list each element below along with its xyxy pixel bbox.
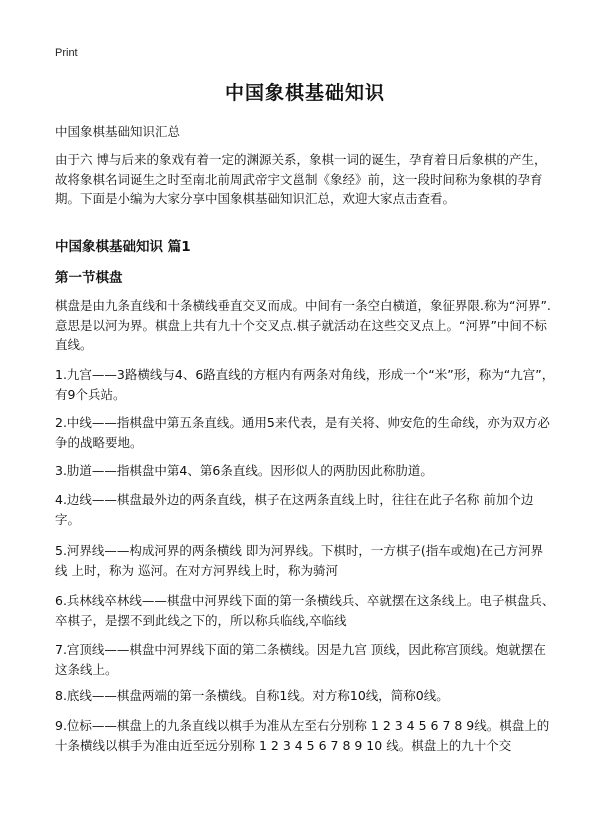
- list-item-pawn-line: 6.兵林线卒林线——棋盘中河界线下面的第一条横线兵、卒就摆在这条线上。电子棋盘兵、卒棋子，是摆不到此线之下的，所以称兵临线,卒临线: [55, 593, 555, 628]
- subtitle: 中国象棋基础知识汇总: [55, 124, 181, 139]
- section-heading: 中国象棋基础知识 篇1: [55, 239, 191, 255]
- list-item-nine-palace: 1.九宫——3路横线与4、6路直线的方框内有两条对角线，形成一个“米”形，称为“九宫”，有9个兵站。: [55, 367, 555, 402]
- chapter-heading: 第一节棋盘: [55, 270, 123, 286]
- list-item-position-marks: 9.位标——棋盘上的九条直线以棋手为准从左至右分别称 1 2 3 4 5 6 7 8 9线。棋盘上的十条横线以棋手为准由近至远分别称 1 2 3 4 5 6 7 8 9 10 线。棋盘上的九十个交: [55, 718, 550, 753]
- intro-paragraph: 由于六 博与后来的象戏有着一定的渊源关系，象棋一词的诞生，孕育着日后象棋的产生，故将象棋名词诞生之时至南北前周武帝宇文邕制《象经》前，这一段时间称为象棋的孕育期。下面是小编为大家分享中国象棋基础知识汇总，欢迎大家点击查看。: [55, 152, 547, 206]
- list-item-edge-line: 4.边线——棋盘最外边的两条直线，棋子在这两条直线上时，往往在此子名称 前加个边字。: [55, 492, 534, 527]
- list-item-base-line: 8.底线——棋盘两端的第一条横线。自称1线。对方称10线，简称0线。: [55, 688, 449, 703]
- list-item-palace-top-line: 7.宫顶线——棋盘中河界线下面的第二条横线。因是九宫 顶线，因此称宫顶线。炮就摆在这条线上。: [55, 642, 546, 677]
- board-paragraph: 棋盘是由九条直线和十条横线垂直交叉而成。中间有一条空白横道，象征界限.称为“河界”.意思是以河为界。棋盘上共有九十个交叉点.棋子就活动在这些交叉点上。“河界”中间不标直线。: [55, 298, 551, 352]
- page-title: 中国象棋基础知识: [224, 82, 385, 104]
- list-item-center-line: 2.中线——指棋盘中第五条直线。通用5来代表，是有关将、帅安危的生命线，亦为双方必争的战略要地。: [55, 415, 550, 450]
- list-item-rib-line: 3.肋道——指棋盘中第4、第6条直线。因形似人的两肋因此称肋道。: [55, 463, 433, 478]
- print-link[interactable]: Print: [55, 47, 78, 59]
- list-item-river-line: 5.河界线——构成河界的两条横线 即为河界线。下棋时，一方棋子(指车或炮)在己方河界线 上时，称为 巡河。在对方河界线上时，称为骑河: [55, 543, 544, 578]
